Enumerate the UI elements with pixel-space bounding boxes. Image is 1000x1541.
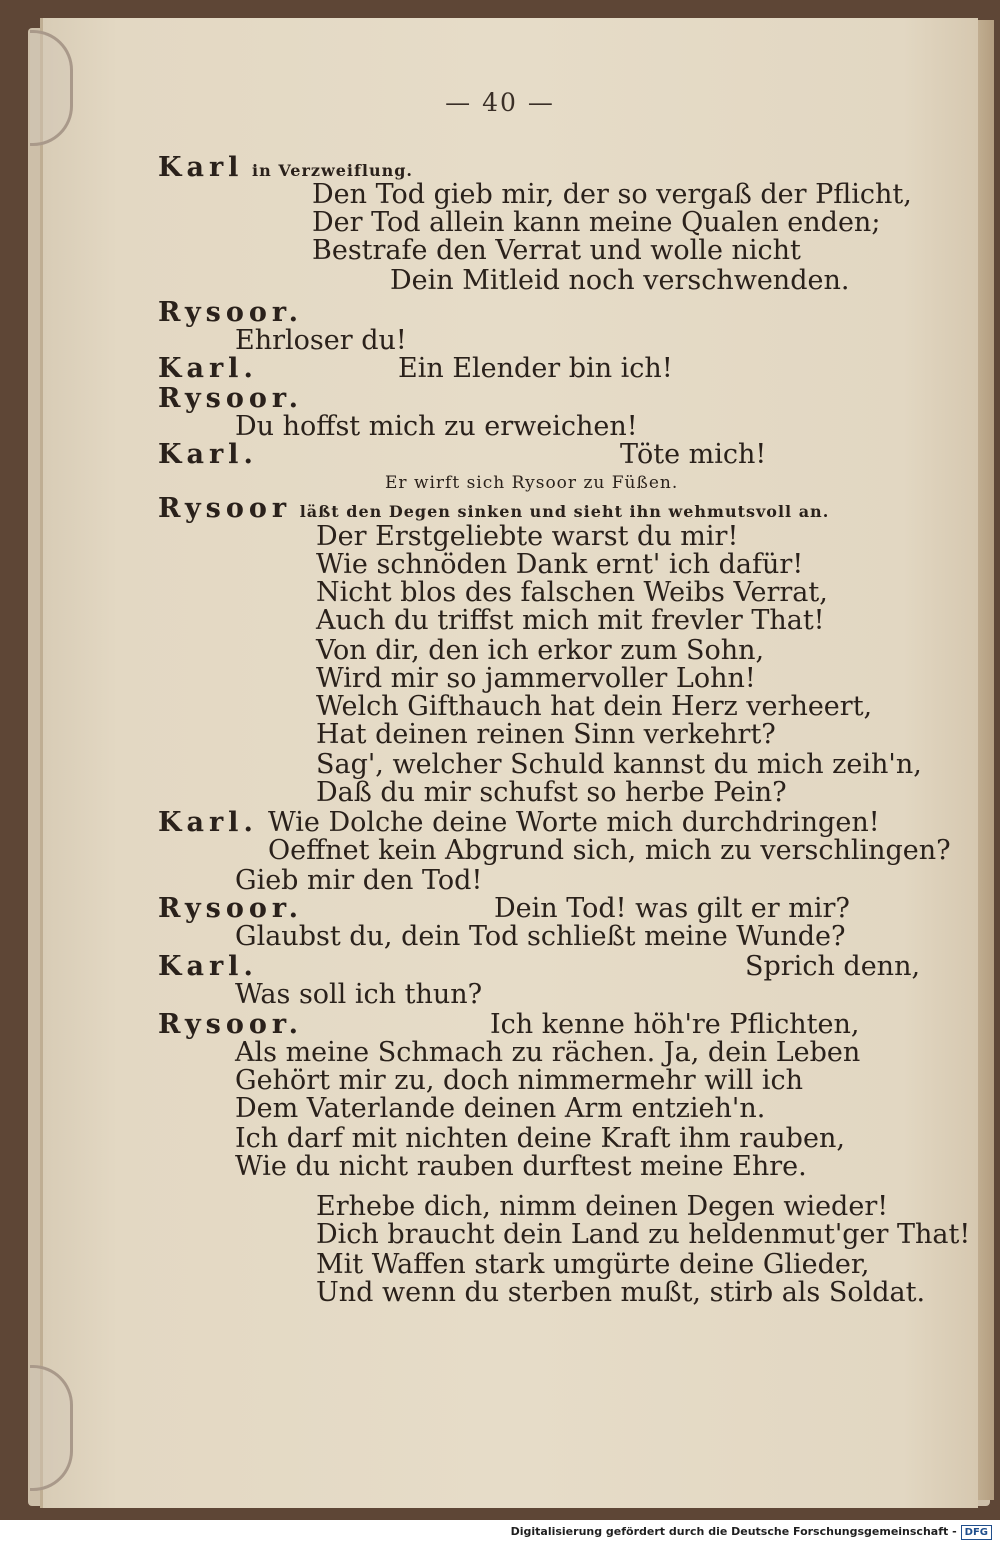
verse-line: Ich darf mit nichten deine Kraft ihm rauben, — [235, 1123, 845, 1154]
verse-line: Dem Vaterlande deinen Arm entzieh'n. — [235, 1093, 766, 1124]
verse-line: Bestrafe den Verrat und wolle nicht — [312, 235, 801, 266]
speaker-name: Rysoor — [158, 493, 292, 524]
verse-line: Du hoffst mich zu erweichen! — [235, 411, 638, 442]
speaker-name: Rysoor. — [158, 1009, 304, 1040]
verse-line: Wird mir so jammervoller Lohn! — [316, 663, 756, 694]
verse-line: Töte mich! — [620, 439, 767, 470]
verse-line: Oeffnet kein Abgrund sich, mich zu verschlingen? — [268, 835, 951, 866]
dfg-logo-icon: DFG — [961, 1525, 992, 1540]
verse-line: Glaubst du, dein Tod schließt meine Wunde? — [235, 921, 846, 952]
verse-line: Welch Gifthauch hat dein Herz verheert, — [316, 691, 873, 722]
verse-line: Ehrloser du! — [235, 325, 407, 356]
verse-line: Den Tod gieb mir, der so vergaß der Pflicht, — [312, 179, 912, 210]
verse-line: Sprich denn, — [745, 951, 921, 982]
page-clip-bottom — [30, 1365, 73, 1491]
speaker-name: Rysoor. — [158, 383, 304, 414]
verse-line: Was soll ich thun? — [235, 979, 483, 1010]
page-number: — 40 — — [445, 88, 555, 117]
verse-line: Ein Elender bin ich! — [398, 353, 673, 384]
verse-line: Auch du triffst mich mit frevler That! — [316, 605, 825, 636]
verse-line: Der Tod allein kann meine Qualen enden; — [312, 207, 881, 238]
stage-direction: läßt den Degen sinken und sieht ihn wehmutsvoll an. — [299, 502, 830, 521]
verse-line: Von dir, den ich erkor zum Sohn, — [316, 635, 765, 666]
verse-line: Wie schnöden Dank ernt' ich dafür! — [316, 549, 804, 580]
stage-direction: Er wirft sich Rysoor zu Füßen. — [385, 473, 679, 493]
verse-line: Wie du nicht rauben durftest meine Ehre. — [235, 1151, 807, 1182]
verse-line: Dich braucht dein Land zu heldenmut'ger That! — [316, 1219, 971, 1250]
verse-line: Ich kenne höh're Pflichten, — [490, 1009, 860, 1040]
verse-line: Hat deinen reinen Sinn verkehrt? — [316, 719, 776, 750]
speaker-name: Rysoor. — [158, 297, 304, 328]
stage-direction: in Verzweiflung. — [252, 161, 413, 180]
verse-line: Daß du mir schufst so herbe Pein? — [316, 777, 787, 808]
speaker-name: Karl — [158, 152, 244, 183]
speaker-name: Rysoor. — [158, 893, 304, 924]
verse-line: Sag', welcher Schuld kannst du mich zeih'n, — [316, 749, 922, 780]
footer-text: Digitalisierung gefördert durch die Deutsche Forschungsgemeinschaft - — [510, 1525, 957, 1538]
speaker-name: Karl. — [158, 807, 258, 838]
speaker-name: Karl. — [158, 951, 258, 982]
verse-line: Dein Mitleid noch verschwenden. — [390, 265, 850, 296]
verse-line: Gieb mir den Tod! — [235, 865, 483, 896]
verse-line: Mit Waffen stark umgürte deine Glieder, — [316, 1249, 870, 1280]
verse-line: Wie Dolche deine Worte mich durchdringen! — [268, 807, 880, 838]
speaker-name: Karl. — [158, 353, 258, 384]
verse-line: Als meine Schmach zu rächen. Ja, dein Leben — [235, 1037, 861, 1068]
footer-credit — [0, 1522, 992, 1541]
verse-line: Dein Tod! was gilt er mir? — [494, 893, 850, 924]
verse-line: Und wenn du sterben mußt, stirb als Soldat. — [316, 1277, 926, 1308]
speaker-name: Karl. — [158, 439, 258, 470]
verse-line: Erhebe dich, nimm deinen Degen wieder! — [316, 1191, 889, 1222]
verse-line: Der Erstgeliebte warst du mir! — [316, 521, 739, 552]
verse-line: Gehört mir zu, doch nimmermehr will ich — [235, 1065, 803, 1096]
verse-line: Nicht blos des falschen Weibs Verrat, — [316, 577, 828, 608]
